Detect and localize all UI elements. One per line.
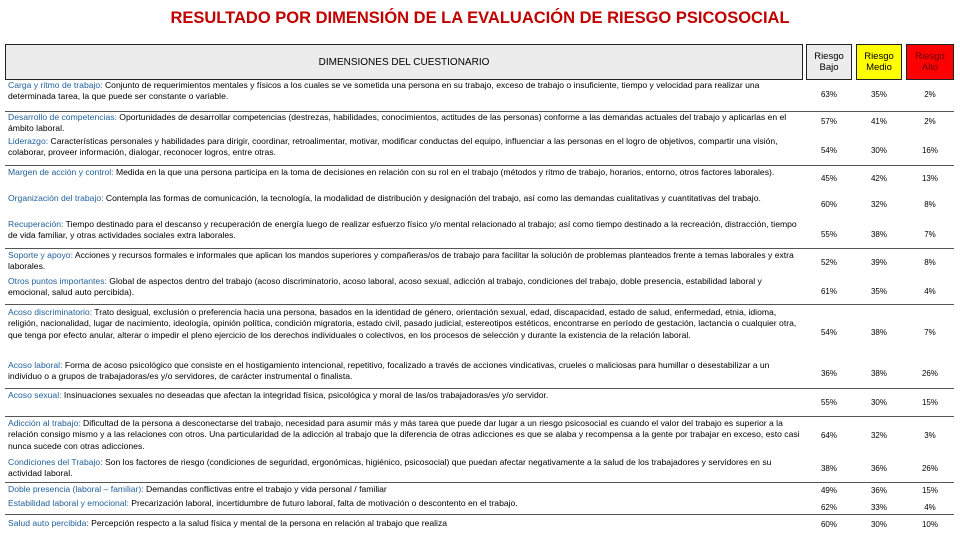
value-alto: 15%: [921, 486, 938, 495]
dimension-row: [8, 276, 803, 299]
value-alto: 16%: [921, 146, 938, 155]
value-alto: 10%: [921, 520, 938, 529]
dimension-row: [8, 457, 803, 480]
dimension-name: Salud auto percibida:: [8, 518, 89, 528]
dimension-row: [8, 250, 803, 273]
row-divider: [5, 482, 954, 483]
row-divider: [5, 388, 954, 389]
dimension-description: Forma de acoso psicológico que consiste en el hostigamiento intencional, repetitivo, focalizado a través de acciones vindicativas, crueles o maliciosas para humillar o desestabilizar a un individuo o a grupos de trabajadoras/es y/o servidores, de carácter instrumental o finalista.: [8, 360, 770, 382]
value-alto: 15%: [921, 398, 938, 407]
value-bajo: 64%: [820, 431, 837, 440]
value-bajo: 57%: [820, 117, 837, 126]
dimension-row: [8, 360, 803, 383]
dimension-name: Desarrollo de competencias:: [8, 112, 117, 122]
dimension-name: Acoso laboral:: [8, 360, 63, 370]
dimension-row: [8, 518, 803, 529]
dimension-row: [8, 498, 803, 509]
value-bajo: 62%: [820, 503, 837, 512]
value-bajo: 55%: [820, 230, 837, 239]
value-alto: 4%: [924, 503, 936, 512]
dimensions-header-label: DIMENSIONES DEL CUESTIONARIO: [318, 56, 490, 68]
value-bajo: 54%: [820, 328, 837, 337]
dimension-name: Organización del trabajo:: [8, 193, 104, 203]
value-medio: 38%: [870, 369, 887, 378]
value-medio: 30%: [870, 520, 887, 529]
dimension-description: Insinuaciones sexuales no deseadas que afectan la integridad física, psicológica y moral de las/os trabajadoras/es y/o servidor.: [61, 390, 549, 400]
dimension-name: Acoso sexual:: [8, 390, 62, 400]
value-medio: 36%: [870, 464, 887, 473]
dimension-row: [8, 80, 803, 103]
value-medio: 36%: [870, 486, 887, 495]
dimension-name: Liderazgo:: [8, 136, 49, 146]
value-alto: 13%: [921, 174, 938, 183]
value-alto: 26%: [921, 369, 938, 378]
riesgo-bajo-header: Riesgo Bajo: [806, 44, 852, 80]
dimension-description: Precarización laboral, incertidumbre de futuro laboral, falta de motivación o descontento en el trabajo.: [128, 498, 518, 508]
dimension-description: Trato desigual, exclusión o preferencia hacia una persona, basados en la identidad de género, orientación sexual, edad, discapacidad, estado de salud, enfermedad, etnia, idioma, religión, nacionalidad, lugar de nacimiento, ideología, opinión política, condición migratoria, estado civil, pasado judicial, estereotipos estéticos, encontrarse en período de gestación, lactancia o cualquier otra, que tenga por efecto anular, alterar o impedir el pleno ejercicio de los derechos individuales o colectivos, en los procesos de selección y durante la existencia de la relación laboral.: [8, 307, 797, 340]
dimension-name: Soporte y apoyo:: [8, 250, 73, 260]
value-bajo: 54%: [820, 146, 837, 155]
value-alto: 4%: [924, 287, 936, 296]
value-alto: 3%: [924, 431, 936, 440]
dimension-name: Condiciones del Trabajo:: [8, 457, 103, 467]
dimension-description: Tiempo destinado para el descanso y recuperación de energía luego de realizar esfuerzo físico y/o mental relacionado al trabajo; así como tiempo destinado a la recreación, distracción, tiempo de vida familiar, y otras actividades sociales extra laborales.: [8, 219, 797, 241]
dimension-description: Global de aspectos dentro del trabajo (acoso discriminatorio, acoso laboral, acoso sexual, adicción al trabajo, condiciones del trabajo, doble presencia, estabilidad laboral y emocional, salud auto percibida).: [8, 276, 762, 298]
dimension-description: Percepción respecto a la salud física y mental de la persona en relación al trabajo que realiza: [88, 518, 448, 528]
value-bajo: 55%: [820, 398, 837, 407]
page-title: RESULTADO POR DIMENSIÓN DE LA EVALUACIÓN DE RIESGO PSICOSOCIAL: [170, 9, 790, 27]
dimension-description: Oportunidades de desarrollar competencias (destrezas, habilidades, conocimientos, actitudes de las personas) conforme a las demandas actuales del trabajo y aplicarlas en el ámbito laboral.: [8, 112, 787, 134]
dimension-description: Contempla las formas de comunicación, la tecnología, la modalidad de distribución y designación del trabajo, así como las demandas cualitativas y cuantitativas del trabajo.: [103, 193, 761, 203]
value-medio: 39%: [870, 258, 887, 267]
value-alto: 2%: [924, 117, 936, 126]
value-medio: 41%: [870, 117, 887, 126]
row-divider: [5, 248, 954, 249]
value-medio: 30%: [870, 146, 887, 155]
dimension-description: Conjunto de requerimientos mentales y físicos a los cuales se ve sometida una persona en su trabajo, exceso de trabajo o insuficiente, tiempo y velocidad para realizar una determinada tarea, la que puede ser constante o variable.: [8, 80, 760, 102]
dimension-name: Recuperación:: [8, 219, 64, 229]
value-medio: 42%: [870, 174, 887, 183]
value-alto: 26%: [921, 464, 938, 473]
value-medio: 38%: [870, 230, 887, 239]
dimensions-header: [5, 44, 803, 80]
value-bajo: 38%: [820, 464, 837, 473]
dimension-description: Características personales y habilidades para dirigir, coordinar, retroalimentar, motivar, modificar conductas del equipo, influenciar a las personas en el logro de objetivos, compartir una visión, colaborar, proveer información, dialogar, reconocer logros, entre otras.: [8, 136, 778, 158]
dimension-description: Medida en la que una persona participa en la toma de decisiones en relación con su rol en el trabajo (métodos y ritmo de trabajo, horarios, entorno, otros factores laborales).: [113, 167, 775, 177]
value-bajo: 60%: [820, 200, 837, 209]
value-bajo: 52%: [820, 258, 837, 267]
riesgo-alto-header: Riesgo Alto: [906, 44, 954, 80]
value-bajo: 61%: [820, 287, 837, 296]
value-medio: 30%: [870, 398, 887, 407]
value-medio: 32%: [870, 431, 887, 440]
dimension-name: Acoso discriminatorio:: [8, 307, 93, 317]
value-alto: 8%: [924, 200, 936, 209]
dimension-name: Doble presencia (laboral – familiar):: [8, 484, 144, 494]
dimension-row: [8, 136, 803, 159]
value-medio: 35%: [870, 287, 887, 296]
dimension-row: [8, 484, 803, 495]
riesgo-medio-header: Riesgo Medio: [856, 44, 902, 80]
value-bajo: 36%: [820, 369, 837, 378]
dimension-description: Dificultad de la persona a desconectarse del trabajo, necesidad para asumir más y más tarea que puede dar lugar a un riesgo psicosocial es cuando el valor del trabajo es superior a la relación consigo mismo y a las relaciones con otros. Una particularidad de la adicción al trabajo que la diferencia de otras adicciones es que se alaba y recompensa a la gente por trabajar en exceso, esto casi nunca sucede con otras adicciones.: [8, 418, 800, 451]
value-bajo: 63%: [820, 90, 837, 99]
dimension-row: [8, 418, 803, 452]
dimension-row: [8, 193, 803, 204]
value-medio: 35%: [870, 90, 887, 99]
dimension-name: Otros puntos importantes:: [8, 276, 107, 286]
dimension-row: [8, 307, 803, 341]
dimension-description: Acciones y recursos formales e informales que aplican los mandos superiores y compañeras/os de trabajo para facilitar la solución de problemas planteados frente a temas laborales y extra laborales.: [8, 250, 794, 272]
dimension-description: Demandas conflictivas entre el trabajo y vida personal / familiar: [143, 484, 387, 494]
value-bajo: 45%: [820, 174, 837, 183]
value-medio: 38%: [870, 328, 887, 337]
dimension-name: Carga y ritmo de trabajo:: [8, 80, 103, 90]
dimension-name: Adicción al trabajo:: [8, 418, 81, 428]
value-alto: 8%: [924, 258, 936, 267]
value-alto: 2%: [924, 90, 936, 99]
dimension-name: Margen de acción y control:: [8, 167, 114, 177]
row-divider: [5, 514, 954, 515]
dimension-row: [8, 219, 803, 242]
value-bajo: 60%: [820, 520, 837, 529]
value-medio: 33%: [870, 503, 887, 512]
dimension-name: Estabilidad laboral y emocional:: [8, 498, 129, 508]
row-divider: [5, 416, 954, 417]
value-alto: 7%: [924, 230, 936, 239]
dimension-row: [8, 167, 803, 178]
dimension-row: [8, 390, 803, 401]
row-divider: [5, 165, 954, 166]
row-divider: [5, 304, 954, 305]
value-bajo: 49%: [820, 486, 837, 495]
dimension-row: [8, 112, 803, 135]
value-medio: 32%: [870, 200, 887, 209]
value-alto: 7%: [924, 328, 936, 337]
dimension-description: Son los factores de riesgo (condiciones de seguridad, ergonómicas, higiénico, psicosocial) que puedan afectar negativamente a la salud de los trabajadores y servidores en su actividad laboral.: [8, 457, 772, 479]
